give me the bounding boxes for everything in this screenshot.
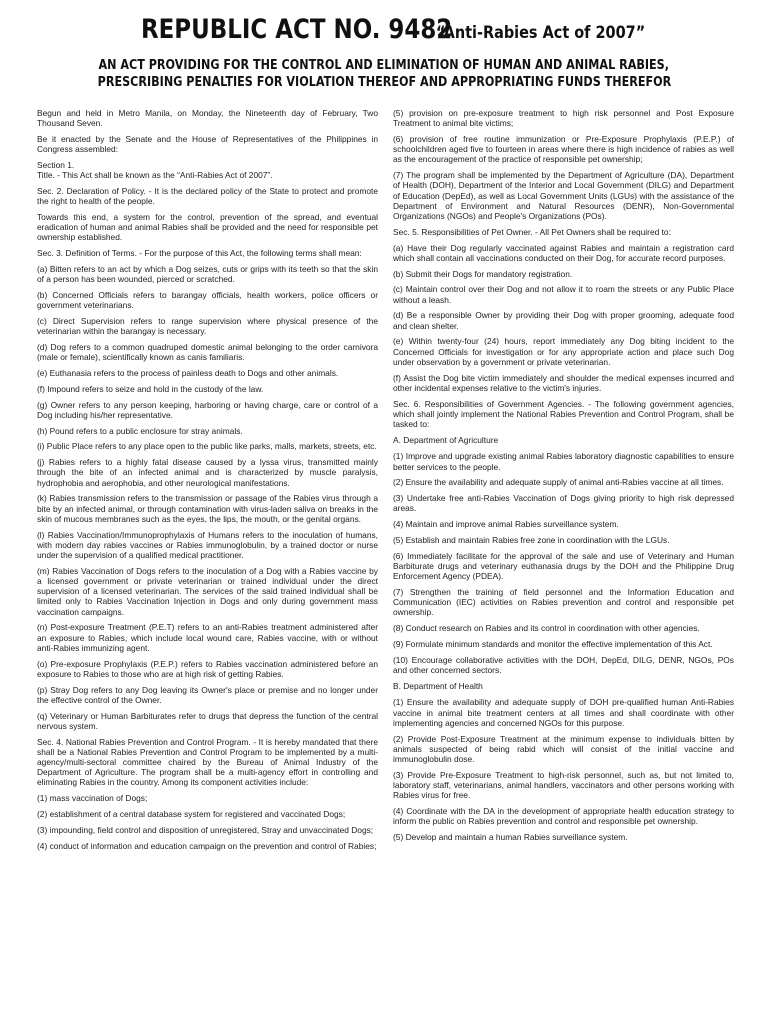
list-item: (q) Veterinary or Human Barbiturates refer to drugs that depress the function of the central nervous system. xyxy=(37,710,378,731)
list-item: (2) establishment of a central database system for registered and vaccinated Dogs; xyxy=(37,809,346,820)
list-item: (6) provision of free routine immunization or Pre-Exposure Prophylaxis (P.E.P.) of schoolchildren aged five to fourteen in areas where there is high incidence of rabies as well as the encouragement of the practice of responsible pet ownership; xyxy=(393,134,734,165)
paragraph: Sec. 4. National Rabies Prevention and Control Program. - It is hereby mandated that there shall be a National Rabies Prevention and Control Program to be implemented by a multi-agency/multi-sectoral committee chaired by the Bureau of Animal Industry of the Department of Agriculture. The program shall be a multi-agency effort in controlling and eliminating Rabies in the country. Among its component activities include: xyxy=(37,736,378,788)
act-short-title: “Anti-Rabies Act of 2007” xyxy=(436,23,646,43)
paragraph: Towards this end, a system for the control, prevention of the spread, and eventual eradication of human and animal Rabies shall be provided and the need for responsible pet ownership established. xyxy=(37,212,378,243)
paragraph: Be it enacted by the Senate and the House of Representatives of the Philippines in Congress assembled: xyxy=(37,134,378,155)
subsection-heading: B. Department of Health xyxy=(393,681,483,692)
left-text-column xyxy=(37,108,378,856)
list-item: (d) Dog refers to a common quadruped domestic animal belonging to the order carnivora (male or female), scientifically known as canis familiaris. xyxy=(37,342,378,363)
right-text-column xyxy=(393,108,734,848)
paragraph: Sec. 2. Declaration of Policy. - It is the declared policy of the State to protect and promote the right to health of the people. xyxy=(37,186,378,207)
list-item: (1) mass vaccination of Dogs; xyxy=(37,793,148,804)
list-item: (c) Maintain control over their Dog and not allow it to roam the streets or any Public Place without a leash. xyxy=(393,284,734,305)
list-item: (m) Rabies Vaccination of Dogs refers to the inoculation of a Dog with a Rabies vaccine by a licensed government or private veterinarian or trained individual under the direct supervision of a licensed veterinarian. The services of the said trained individual shall be limited only to Rabies Vaccination Injection in Dogs and only during government mass vaccination campaigns. xyxy=(37,565,378,617)
list-item: (h) Pound refers to a public enclosure for stray animals. xyxy=(37,425,243,436)
list-item: (3) Provide Pre-Exposure Treatment to high-risk personnel, such as, but not limited to, laboratory staff, veterinarians, animal handlers, vaccinators and other persons working with Rabies virus for free. xyxy=(393,769,734,801)
list-item: (k) Rabies transmission refers to the transmission or passage of the Rabies virus through a bite by an infected animal, or through contamination with virus-laden saliva on breaks in the skin of mucous membranes such as the eyes, the lips, the mouth, or the genital organs. xyxy=(37,493,378,524)
act-subtitle-line: PRESCRIBING PENALTIES FOR VIOLATION THEREOF AND APPROPRIATING FUNDS THEREFOR xyxy=(97,75,671,90)
paragraph: Sec. 3. Definition of Terms. - For the purpose of this Act, the following terms shall mean: xyxy=(37,248,362,259)
list-item: (c) Direct Supervision refers to range supervision where physical presence of the veterinarian within the barangay is necessary. xyxy=(37,316,378,337)
list-item: (5) Establish and maintain Rabies free zone in coordination with the LGUs. xyxy=(393,535,670,546)
list-item: (1) Improve and upgrade existing animal Rabies laboratory diagnostic capabilities to ensure better services to the people. xyxy=(393,451,734,472)
list-item: (p) Stray Dog refers to any Dog leaving its Owner's place or premise and no longer under the effective control of the Owner. xyxy=(37,684,378,705)
act-subtitle xyxy=(0,57,768,91)
list-item: (g) Owner refers to any person keeping, harboring or having charge, care or control of a Dog including his/her representative. xyxy=(37,399,378,420)
list-item: (e) Within twenty-four (24) hours, report immediately any Dog biting incident to the Concerned Officials for investigation or for any appropriate action and place such Dog under observation by a government or private veterinarian. xyxy=(393,336,734,367)
list-item: (7) Strengthen the training of field personnel and the Information Education and Communication (IEC) activities on Rabies prevention and control and responsible pet ownership. xyxy=(393,587,734,618)
list-item: (8) Conduct research on Rabies and its control in coordination with other agencies. xyxy=(393,623,700,634)
list-item: (6) Immediately facilitate for the approval of the sale and use of Veterinary and Human Barbiturate drugs and veterinary euthanasia drugs by the DOH and the Philippine Drug Enforcement Agency (PDEA). xyxy=(393,550,734,582)
list-item: (4) conduct of information and education campaign on the prevention and control of Rabies; xyxy=(37,840,377,851)
list-item: (4) Maintain and improve animal Rabies surveillance system. xyxy=(393,519,619,530)
list-item: (a) Have their Dog regularly vaccinated against Rabies and maintain a registration card which shall contain all vaccinations conducted on their Dog, for accurate record purposes. xyxy=(393,242,734,263)
list-item: (d) Be a responsible Owner by providing their Dog with proper grooming, adequate food and clean shelter. xyxy=(393,310,734,331)
list-item: (2) Ensure the availability and adequate supply of animal anti-Rabies vaccine at all times. xyxy=(393,477,724,488)
list-item: (o) Pre-exposure Prophylaxis (P.E.P.) refers to Rabies vaccination administered before an exposure to Rabies to those who are at high risk of getting Rabies. xyxy=(37,658,378,679)
list-item: (n) Post-exposure Treatment (P.E.T) refers to an anti-Rabies treatment administered after an exposure to Rabies, which include local wound care, Rabies vaccine, with or without anti-Rabies immunizing agent. xyxy=(37,622,378,653)
paragraph: Title. - This Act shall be known as the “Anti-Rabies Act of 2007”. xyxy=(37,170,273,181)
list-item: (i) Public Place refers to any place open to the public like parks, malls, markets, streets, etc. xyxy=(37,441,377,452)
list-item: (3) impounding, field control and disposition of unregistered, Stray and unvaccinated Dogs; xyxy=(37,824,374,835)
act-subtitle-line: AN ACT PROVIDING FOR THE CONTROL AND ELIMINATION OF HUMAN AND ANIMAL RABIES, xyxy=(98,58,670,73)
list-item: (l) Rabies Vaccination/Immunoprophylaxis of Humans refers to the inoculation of humans, with modern day rabies vaccines or Rabies immunoglobulin, by a trained doctor or nurse under the supervision of a qualified medical practitioner. xyxy=(37,529,378,560)
list-item: (1) Ensure the availability and adequate supply of DOH pre-qualified human Anti-Rabies vaccine in animal bite treatment centers at all times and shall coordinate with other implementing agencies and concerned NGOs for this purpose. xyxy=(393,697,734,728)
paragraph: Sec. 6. Responsibilities of Government Agencies. - The following government agencies, which shall jointly implement the National Rabies Prevention and Control Program, shall be tasked to: xyxy=(393,398,734,430)
list-item: (3) Undertake free anti-Rabies Vaccination of Dogs giving priority to high risk depressed areas. xyxy=(393,493,734,514)
list-item: (e) Euthanasia refers to the process of painless death to Dogs and other animals. xyxy=(37,368,339,378)
list-item: (4) Coordinate with the DA in the development of appropriate health education strategy to inform the public on Rabies prevention and control and responsible pet ownership. xyxy=(393,806,734,827)
list-item: (f) Impound refers to seize and hold in the custody of the law. xyxy=(37,383,264,394)
list-item: (7) The program shall be implemented by the Department of Agriculture (DA), Department of Health (DOH), Department of the Interior and Local Government (DILG) and Department of Education (DepEd), as well as Local Government Units (LGUs) with the assistance of the Department of Environment and Natural Resources (DENR), Non-Governmental Organizations (NGOs) and People's Organizations (POs). xyxy=(393,170,734,222)
section-heading: Section 1. xyxy=(37,160,75,170)
list-item: (a) Bitten refers to an act by which a Dog seizes, cuts or grips with its teeth so that the skin of a person has been wounded, pierced or scratched. xyxy=(37,264,378,285)
list-item: (5) provision on pre-exposure treatment to high risk personnel and Post Exposure Treatment to animal bite victims; xyxy=(393,108,734,129)
paragraph: Begun and held in Metro Manila, on Monday, the Nineteenth day of February, Two Thousand Seven. xyxy=(37,108,378,129)
act-title-row xyxy=(0,14,768,45)
paragraph: Sec. 5. Responsibilities of Pet Owner. - All Pet Owners shall be required to: xyxy=(393,226,671,237)
list-item: (b) Concerned Officials refers to barangay officials, health workers, police officers or government veterinarians. xyxy=(37,290,378,311)
subsection-heading: A. Department of Agriculture xyxy=(393,435,499,446)
act-number-heading: REPUBLIC ACT NO. 9482 xyxy=(140,14,453,45)
list-item: (9) Formulate minimum standards and monitor the effective implementation of this Act. xyxy=(393,639,713,650)
list-item: (j) Rabies refers to a highly fatal disease caused by a lyssa virus, transmitted mainly through the bite of an infected animal and is characterized by muscle paralysis, hydrophobia and aerophobia, and other neurological manifestations. xyxy=(37,457,378,488)
list-item: (10) Encourage collaborative activities with the DOH, DepEd, DILG, DENR, NGOs, POs and other concerned sectors. xyxy=(393,654,734,676)
list-item: (2) Provide Post-Exposure Treatment at the minimum expense to individuals bitten by animals suspected of being rabid which will consist of the initial vaccine and immunoglobulin dose. xyxy=(393,733,734,765)
list-item: (b) Submit their Dogs for mandatory registration. xyxy=(393,268,573,279)
list-item: (f) Assist the Dog bite victim immediately and shoulder the medical expenses incurred and other incidental expenses relative to the victim's injuries. xyxy=(393,372,734,393)
list-item: (5) Develop and maintain a human Rabies surveillance system. xyxy=(393,832,628,843)
